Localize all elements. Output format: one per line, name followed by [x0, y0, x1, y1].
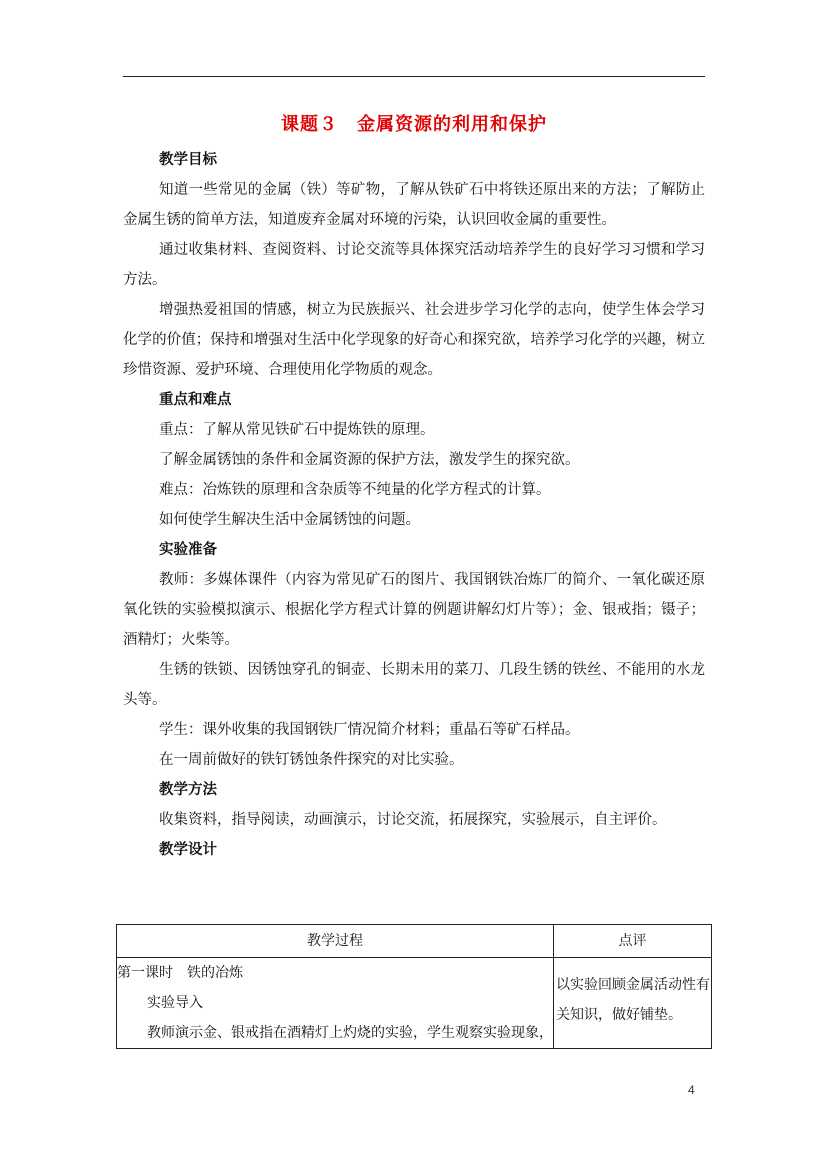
- section-heading-goals: 教学目标: [159, 151, 217, 168]
- prep-paragraph-1: 教师：多媒体课件（内容为常见矿石的图片、我国钢铁冶炼厂的简介、一氧化碳还原氧化铁的实验模拟演示、根据化学方程式计算的例题讲解幻灯片等）；金、银戒指；镊子；酒精灯；火柴等。: [123, 572, 705, 648]
- page-title: 课题３ 金属资源的利用和保护: [281, 114, 547, 135]
- key-paragraph-4: 如何使学生解决生活中金属锈蚀的问题。: [159, 512, 420, 528]
- key-paragraph-1: 重点：了解从常见铁矿石中提炼铁的原理。: [159, 422, 435, 438]
- lesson-title: 第一课时 铁的冶炼: [117, 965, 243, 981]
- page-number: 4: [688, 1083, 695, 1097]
- key-paragraph-3: 难点：冶炼铁的原理和含杂质等不纯量的化学方程式的计算。: [159, 482, 551, 498]
- section-heading-preparation: 实验准备: [159, 541, 217, 558]
- document-body: [123, 145, 705, 865]
- prep-paragraph-4: 在一周前做好的铁钉锈蚀条件探究的对比实验。: [159, 752, 464, 768]
- method-paragraph-1: 收集资料，指导阅读，动画演示，讨论交流，拓展探究，实验展示，自主评价。: [159, 812, 667, 828]
- goals-paragraph-3: 增强热爱祖国的情感，树立为民族振兴、社会进步学习化学的志向，使学生体会学习化学的价值；保持和增强对生活中化学现象的好奇心和探究欲，培养学习化学的兴趣，树立珍惜资源、爱护环境、合理使用化学物质的观念。: [123, 302, 705, 378]
- comment-text: 以实验回顾金属活动性有关知识，做好铺垫。: [556, 977, 710, 1023]
- section-heading-key-points: 重点和难点: [159, 391, 232, 408]
- process-cell: [117, 958, 554, 1049]
- header-rule: [123, 76, 705, 77]
- prep-paragraph-2: 生锈的铁锁、因锈蚀穿孔的铜壶、长期未用的菜刀、几段生锈的铁丝、不能用的水龙头等。: [123, 662, 705, 708]
- lesson-description: 教师演示金、银戒指在酒精灯上灼烧的实验，学生观察实验现象，: [147, 1025, 553, 1041]
- column-header-comment: 点评: [554, 925, 712, 958]
- table-row: [117, 958, 712, 1049]
- teaching-design-table: [116, 924, 712, 1049]
- section-heading-method: 教学方法: [159, 781, 217, 798]
- table-header-row: [117, 925, 712, 958]
- section-heading-design: 教学设计: [159, 841, 217, 858]
- column-header-process: 教学过程: [117, 925, 554, 958]
- lesson-step: 实验导入: [147, 995, 203, 1011]
- prep-paragraph-3: 学生：课外收集的我国钢铁厂情况简介材料；重晶石等矿石样品。: [159, 722, 580, 738]
- comment-cell: [554, 958, 712, 1049]
- key-paragraph-2: 了解金属锈蚀的条件和金属资源的保护方法，激发学生的探究欲。: [159, 452, 580, 468]
- goals-paragraph-2: 通过收集材料、查阅资料、讨论交流等具体探究活动培养学生的良好学习习惯和学习方法。: [123, 242, 705, 288]
- goals-paragraph-1: 知道一些常见的金属（铁）等矿物，了解从铁矿石中将铁还原出来的方法；了解防止金属生锈的简单方法，知道废弃金属对环境的污染，认识回收金属的重要性。: [123, 182, 705, 228]
